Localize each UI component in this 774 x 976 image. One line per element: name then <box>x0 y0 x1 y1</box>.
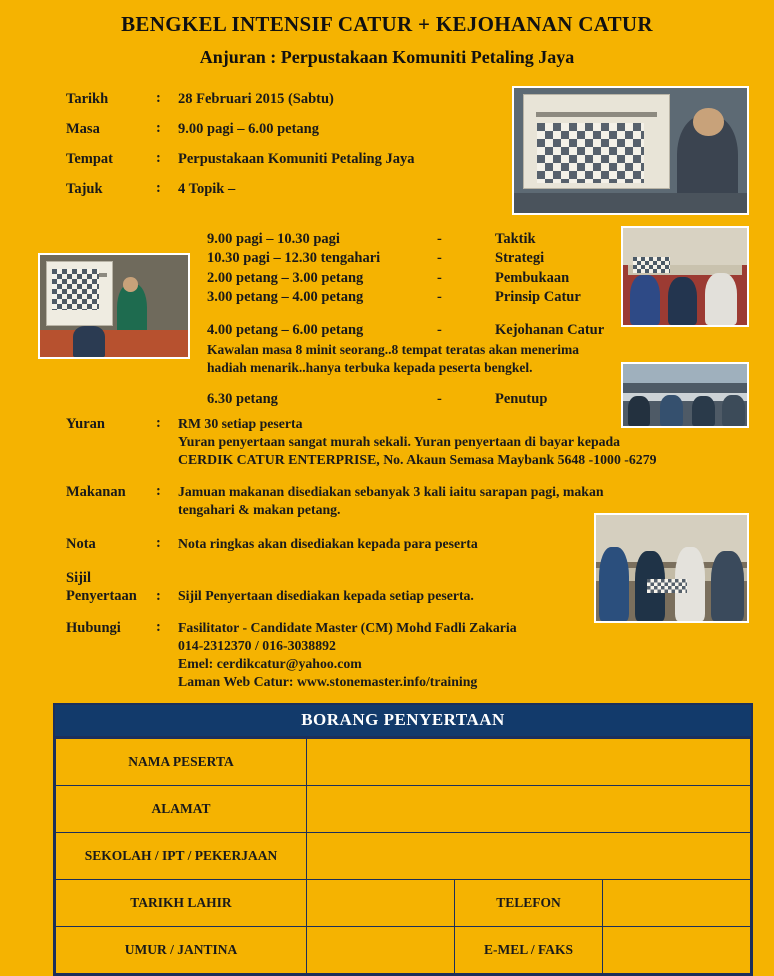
detail-colon-hubungi: : <box>156 618 161 635</box>
form-input-tarikh-lahir[interactable] <box>307 880 455 927</box>
detail-colon-yuran: : <box>156 415 161 431</box>
detail-label-masa: Masa <box>66 120 100 137</box>
schedule-dash: - <box>437 269 442 286</box>
hubungi-facilitator: Fasilitator - Candidate Master (CM) Mohd Fadli Zakaria <box>178 619 517 635</box>
registration-form <box>53 703 753 976</box>
schedule-dash: - <box>437 250 442 267</box>
schedule-row-prinsip-catur <box>207 288 627 307</box>
schedule-topic: Penutup <box>495 390 548 407</box>
yuran-line-2: Yuran penyertaan sangat murah sekali. Yuran penyertaan di bayar kepada <box>178 433 621 449</box>
detail-value-hubungi <box>178 619 517 691</box>
schedule-time: 10.30 pagi – 12.30 tengahari <box>207 250 381 267</box>
detail-label-makanan: Makanan <box>66 483 126 500</box>
detail-row-masa <box>66 120 726 139</box>
form-label-nama-peserta: NAMA PESERTA <box>56 739 307 786</box>
detail-label-sijil <box>66 569 156 605</box>
detail-label-hubungi: Hubungi <box>66 619 121 636</box>
schedule-row-penutup <box>207 390 627 409</box>
detail-row-tarikh <box>66 90 726 109</box>
form-input-alamat[interactable] <box>307 786 751 833</box>
schedule-time: 6.30 petang <box>207 390 278 407</box>
page-subtitle: Anjuran : Perpustakaan Komuniti Petaling Jaya <box>199 47 575 67</box>
schedule-time: 2.00 petang – 3.00 petang <box>207 269 364 286</box>
detail-colon-tempat: : <box>156 149 161 166</box>
form-input-sekolah[interactable] <box>307 833 751 880</box>
detail-colon-sijil: : <box>156 587 161 604</box>
sijil-line-1: Sijil Penyertaan disediakan kepada setiap peserta. <box>178 588 474 604</box>
schedule-topic: Strategi <box>495 250 545 267</box>
schedule-list <box>207 230 627 409</box>
form-title: BORANG PENYERTAAN <box>55 705 751 738</box>
detail-value-tarikh: 28 Februari 2015 (Sabtu) <box>178 91 334 107</box>
event-details <box>66 90 726 209</box>
detail-colon-tarikh: : <box>156 90 161 106</box>
tournament-note-line1: Kawalan masa 8 minit seorang..8 tempat teratas akan menerima <box>207 342 579 358</box>
schedule-topic: Kejohanan Catur <box>495 322 605 339</box>
detail-colon-nota: : <box>156 534 161 551</box>
form-input-nama-peserta[interactable] <box>307 739 751 786</box>
schedule-topic: Prinsip Catur <box>495 288 581 305</box>
detail-label-nota: Nota <box>66 535 96 552</box>
form-label-tarikh-lahir: TARIKH LAHIR <box>56 880 307 927</box>
hubungi-email: Emel: cerdikcatur@yahoo.com <box>178 655 362 671</box>
detail-row-yuran <box>66 415 726 469</box>
tournament-note <box>207 341 627 376</box>
schedule-spacer-2 <box>207 376 627 390</box>
schedule-topic: Taktik <box>495 231 536 247</box>
form-label-sekolah: SEKOLAH / IPT / PEKERJAAN <box>56 833 307 880</box>
makanan-line-1: Jamuan makanan disediakan sebanyak 3 kali iaitu sarapan pagi, makan <box>178 483 604 499</box>
detail-label-sijil-line2: Penyertaan <box>66 587 137 604</box>
table-row <box>56 927 751 974</box>
table-row <box>56 786 751 833</box>
schedule-dash: - <box>437 288 442 305</box>
nota-line-1: Nota ringkas akan disediakan kepada para peserta <box>178 535 478 551</box>
detail-value-masa: 9.00 pagi – 6.00 petang <box>178 120 319 137</box>
schedule-row-strategi <box>207 249 627 268</box>
detail-value-yuran <box>178 415 657 469</box>
schedule-row-taktik <box>207 230 627 249</box>
detail-colon-makanan: : <box>156 482 161 499</box>
schedule-dash: - <box>437 322 442 339</box>
detail-value-nota <box>178 535 478 553</box>
schedule-topic: Pembukaan <box>495 269 570 286</box>
detail-row-sijil <box>66 569 726 605</box>
detail-label-yuran: Yuran <box>66 416 105 432</box>
hubungi-phone: 014-2312370 / 016-3038892 <box>178 637 336 653</box>
detail-row-tempat <box>66 150 726 169</box>
makanan-line-2: tengahari & makan petang. <box>178 501 341 517</box>
detail-row-nota <box>66 535 726 553</box>
photo-whiteboard-demo <box>38 253 190 359</box>
schedule-dash: - <box>437 390 442 407</box>
schedule-time: 3.00 petang – 4.00 petang <box>207 288 364 305</box>
detail-label-tempat: Tempat <box>66 150 113 167</box>
form-label-alamat: ALAMAT <box>56 786 307 833</box>
detail-value-tajuk: 4 Topik – <box>178 180 236 197</box>
detail-value-tempat: Perpustakaan Komuniti Petaling Jaya <box>178 150 415 167</box>
form-label-umur-jantina: UMUR / JANTINA <box>56 927 307 974</box>
schedule-row-pembukaan <box>207 269 627 288</box>
form-table <box>55 738 751 974</box>
detail-row-hubungi <box>66 619 726 691</box>
form-input-emel-faks[interactable] <box>603 927 751 974</box>
form-input-telefon[interactable] <box>603 880 751 927</box>
table-row <box>56 739 751 786</box>
detail-colon-masa: : <box>156 119 161 136</box>
table-row <box>56 833 751 880</box>
schedule-dash: - <box>437 231 442 247</box>
detail-colon-tajuk: : <box>156 179 161 196</box>
table-row <box>56 880 751 927</box>
schedule-row-kejohanan <box>207 321 627 340</box>
form-label-emel-faks: E-MEL / FAKS <box>455 927 603 974</box>
detail-label-tajuk: Tajuk <box>66 180 103 197</box>
detail-row-tajuk <box>66 180 726 199</box>
schedule-spacer <box>207 307 627 321</box>
additional-details <box>66 415 726 702</box>
detail-row-makanan <box>66 483 726 519</box>
form-label-telefon: TELEFON <box>455 880 603 927</box>
tournament-note-line2: hadiah menarik..hanya terbuka kepada peserta bengkel. <box>207 359 533 375</box>
page-title: BENGKEL INTENSIF CATUR + KEJOHANAN CATUR <box>121 12 653 36</box>
schedule-time: 4.00 petang – 6.00 petang <box>207 322 364 339</box>
detail-label-tarikh: Tarikh <box>66 91 109 107</box>
detail-value-makanan <box>178 483 604 519</box>
detail-value-sijil <box>178 587 474 605</box>
schedule-time: 9.00 pagi – 10.30 pagi <box>207 231 340 247</box>
form-input-umur-jantina[interactable] <box>307 927 455 974</box>
detail-label-sijil-line1: Sijil <box>66 569 91 586</box>
hubungi-website: Laman Web Catur: www.stonemaster.info/training <box>178 673 478 689</box>
photo-classroom-chess <box>621 226 749 327</box>
yuran-line-1: RM 30 setiap peserta <box>178 416 303 431</box>
yuran-line-3: CERDIK CATUR ENTERPRISE, No. Akaun Semasa Maybank 5648 -1000 -6279 <box>178 451 657 467</box>
